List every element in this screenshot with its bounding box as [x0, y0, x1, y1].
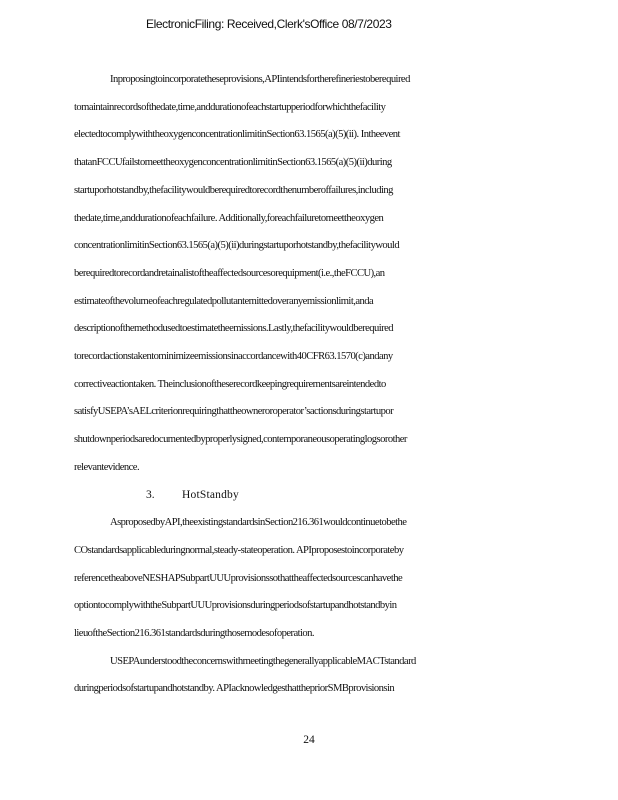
- text-line: berequiredtorecordandretainalistoftheaffectedsourcesorequipment(i.e.,theFCCU),an: [74, 267, 385, 279]
- text-line: concentrationlimitinSection63.1565(a)(5)(ii)duringstartuporhotstandby,thefacilitywould: [74, 240, 400, 252]
- text-line: referencetheaboveNESHAPSubpartUUUprovisionssothattheaffectedsourcescanhavethe: [74, 572, 403, 584]
- text-line: shutdownperiodsaredocumentedbyproperlysigned,contemporaneousoperatinglogsorother: [74, 434, 407, 446]
- text-line: Inproposingtoincorporatetheseprovisions,APIintendsfortherefineriestoberequired: [110, 74, 410, 85]
- text-line: descriptionofthemethodusedtoestimatetheemissions.Lastly,thefacilitywouldberequired: [74, 323, 394, 335]
- recordkeeping-paragraph: [74, 66, 520, 482]
- text-line: satisfyUSEPA’sAELcriterionrequiringthattheowneroroperator’sactionsduringstartupor: [74, 406, 394, 418]
- text-line: torecordactionstakentominimizeemissionsinaccordancewith40CFR63.1570(c)andany: [74, 351, 393, 363]
- document-body: [74, 66, 520, 703]
- text-line: relevantevidence.: [74, 461, 140, 473]
- section-heading: [74, 482, 520, 510]
- text-line: estimateofthevolumeofeachregulatedpollutantemittedoveranyemissionlimit,anda: [74, 295, 374, 307]
- text-line: electedtocomplywiththeoxygenconcentrationlimitinSection63.1565(a)(5)(ii). Intheevent: [74, 129, 400, 141]
- text-line: lieuoftheSection216.361standardsduringthosemodesofoperation.: [74, 628, 315, 640]
- text-line: COstandardsapplicableduringnormal,steady-stateoperation. APIproposestoincorporateby: [74, 544, 404, 556]
- page-number: 24: [303, 734, 315, 746]
- filing-stamp-header: ElectronicFiling: Received,Clerk'sOffice 08/7/2023: [146, 17, 392, 31]
- text-line: tomaintainrecordsofthedate,time,anddurationofeachstartupperiodforwhichthefacility: [74, 101, 386, 113]
- text-line: AsproposedbyAPI,theexistingstandardsinSection216.361wouldcontinuetobethe: [110, 517, 407, 529]
- text-line: thatanFCCUfailstomeettheoxygenconcentrationlimitinSection63.1565(a)(5)(ii)during: [74, 157, 392, 169]
- text-line: thedate,time,anddurationofeachfailure. Additionally,foreachfailuretomeettheoxygen: [74, 212, 384, 224]
- text-line: USEPAunderstoodtheconcernswithmeetingthegenerallyapplicableMACTstandard: [110, 655, 416, 667]
- api-proposal-paragraph: [74, 509, 520, 648]
- text-line: duringperiodsofstartupandhotstandby. APIacknowledgesthatthepriorSMBprovisionsin: [74, 683, 395, 695]
- text-line: startuporhotstandby,thefacilitywouldberequiredtorecordthenumberoffailures,including: [74, 184, 393, 196]
- text-line: correctiveactiontaken. Theinclusionoftheserecordkeepingrequirementsareintendedto: [74, 378, 386, 390]
- text-line: optiontocomplywiththeSubpartUUUprovisionsduringperiodsofstartupandhotstandbyin: [74, 600, 397, 612]
- section-title: HotStandby: [182, 488, 239, 501]
- usepa-paragraph: [74, 648, 520, 703]
- section-number: 3.: [146, 488, 155, 501]
